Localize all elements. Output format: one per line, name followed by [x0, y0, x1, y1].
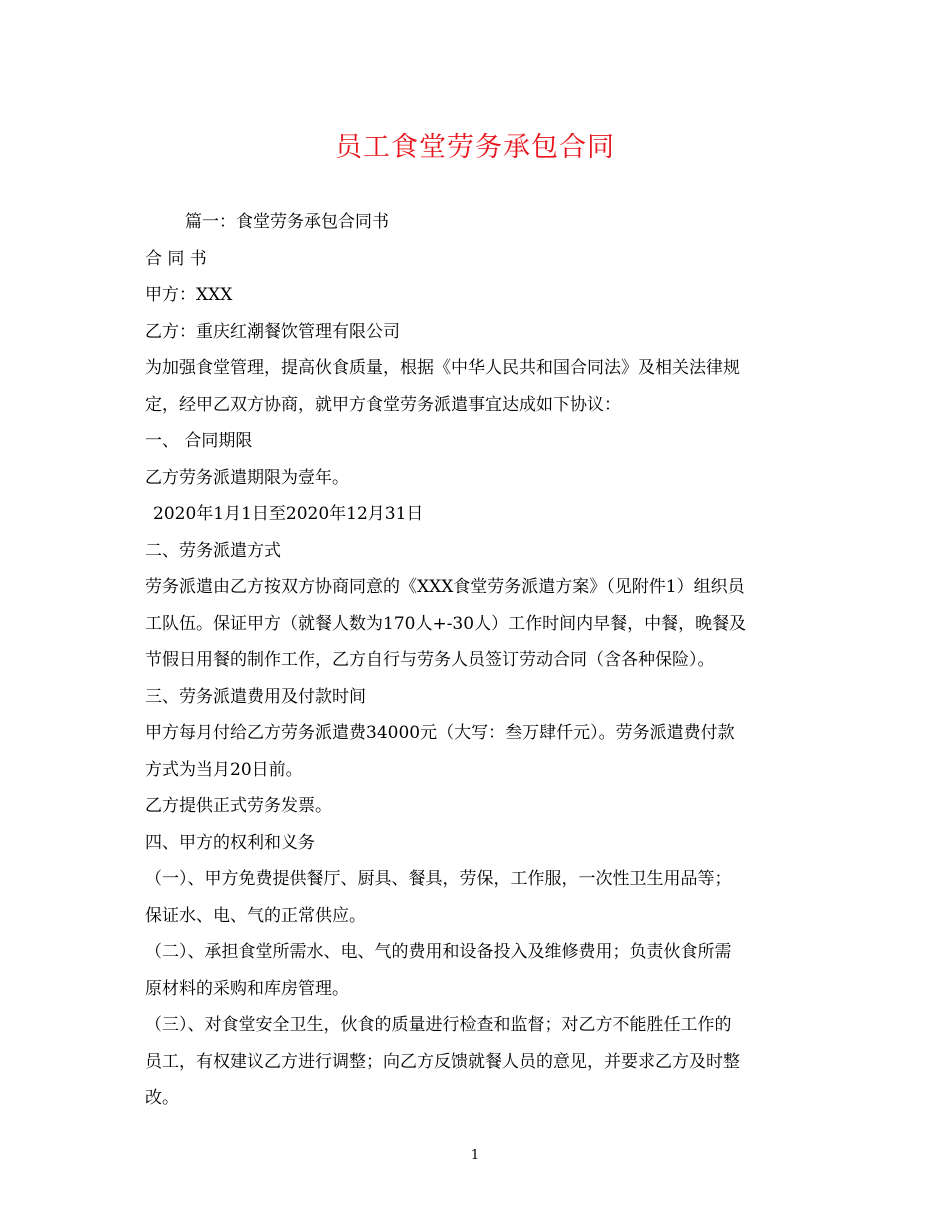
- fees-line-3: 乙方提供正式劳务发票。: [145, 796, 332, 816]
- term-dates: 2020年1月1日至2020年12月31日: [153, 504, 424, 524]
- clause-heading-method: 二、劳务派遣方式: [145, 540, 281, 561]
- method-line-2: 工队伍。保证甲方（就餐人数为170人+-30人）工作时间内早餐，中餐，晚餐及: [145, 613, 747, 634]
- clause-heading-party-a-rights: 四、甲方的权利和义务: [145, 832, 315, 853]
- preamble-line-2: 定，经甲乙双方协商，就甲方食堂劳务派遣事宜达成如下协议：: [145, 394, 621, 415]
- party-a-line: 甲方：XXX: [145, 285, 233, 305]
- rights-item-1-line-1: （一）、甲方免费提供餐厅、厨具、餐具，劳保，工作服，一次性卫生用品等；: [145, 869, 732, 889]
- method-line-1: 劳务派遣由乙方按双方协商同意的《XXX食堂劳务派遣方案》（见附件1）组织员: [145, 577, 745, 597]
- rights-item-2-line-2: 原材料的采购和库房管理。: [145, 978, 349, 999]
- preamble-line-1: 为加强食堂管理，提高伙食质量，根据《中华人民共和国合同法》及相关法律规: [145, 358, 740, 378]
- page-number: 1: [470, 1148, 480, 1163]
- rights-item-3-line-1: （三）、对食堂安全卫生，伙食的质量进行检查和监督；对乙方不能胜任工作的: [145, 1015, 732, 1035]
- clause-heading-fees: 三、劳务派遣费用及付款时间: [145, 686, 366, 707]
- rights-item-3-line-3: 改。: [145, 1088, 179, 1108]
- contract-heading: 合 同 书: [145, 248, 207, 269]
- term-line-1: 乙方劳务派遣期限为壹年。: [145, 467, 349, 488]
- document-body: [145, 204, 805, 1117]
- rights-item-2-line-1: （二）、承担食堂所需水、电、气的费用和设备投入及维修费用；负责伙食所需: [145, 942, 732, 962]
- document-title: 员工食堂劳务承包合同: [335, 132, 615, 163]
- party-b-line: 乙方：重庆红潮餐饮管理有限公司: [145, 321, 400, 342]
- section-heading-part-one: 篇一：食堂劳务承包合同书: [185, 212, 389, 232]
- fees-line-2: 方式为当月20日前。: [145, 759, 303, 780]
- rights-item-1-line-2: 保证水、电、气的正常供应。: [145, 905, 366, 926]
- clause-heading-term: 一、 合同期限: [145, 431, 253, 451]
- fees-line-1: 甲方每月付给乙方劳务派遣费34000元（大写：叁万肆仟元）。劳务派遣费付款: [145, 723, 735, 743]
- rights-item-3-line-2: 员工，有权建议乙方进行调整；向乙方反馈就餐人员的意见，并要求乙方及时整: [145, 1051, 740, 1072]
- method-line-3: 节假日用餐的制作工作，乙方自行与劳务人员签订劳动合同（含各种保险）。: [145, 650, 715, 670]
